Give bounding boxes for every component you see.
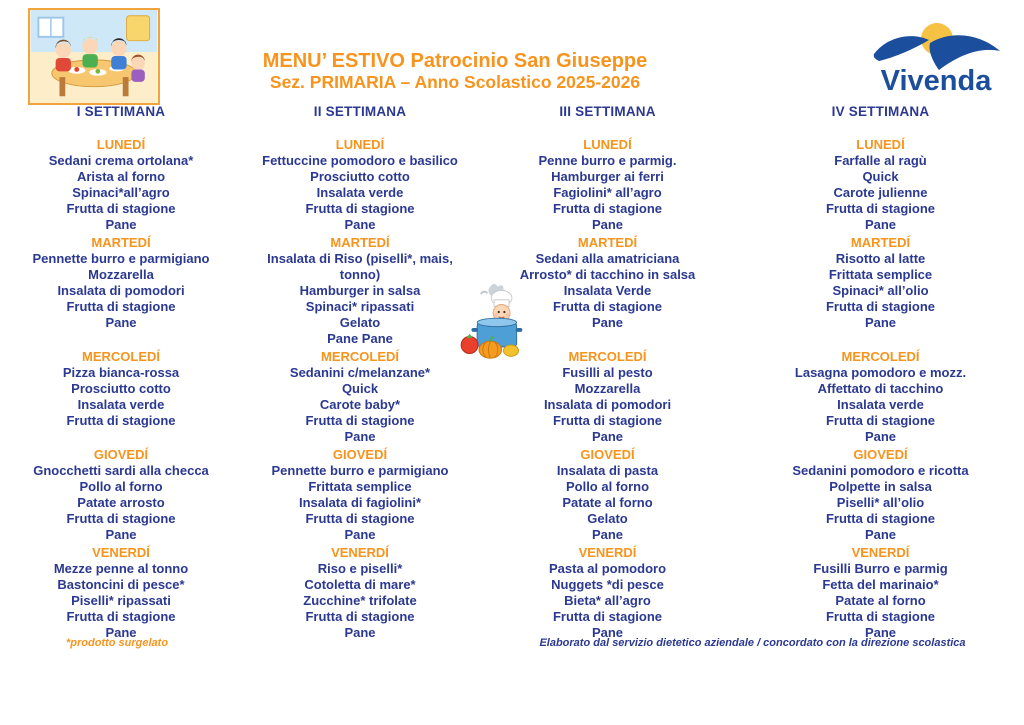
day-section [737,447,1024,543]
menu-item: Frutta di stagione [552,299,663,314]
day-label: LUNEDÍ [335,137,385,152]
day-section [242,235,478,347]
menu-item: Penne burro e parmig. [538,153,677,168]
menu-item: Frutta di stagione [305,609,415,624]
day-section [0,447,242,543]
day-section [737,137,1024,233]
menu-item: Zucchine* trifolate [303,593,417,608]
menu-item: Spinaci*all’agro [72,185,170,200]
menu-item: Pane [591,217,624,232]
week-header: II SETTIMANA [313,104,407,119]
menu-item: Nuggets *di pesce [551,577,664,592]
day-label: VENERDÍ [92,545,150,560]
menu-item: Pane [591,315,624,330]
menu-item: Pollo al forno [565,479,650,494]
menu-item: Pane [344,625,376,640]
menu-item: Pizza bianca-rossa [62,365,180,380]
menu-item: Pane [344,217,376,232]
menu-item: Pasta al pomodoro [548,561,667,576]
day-label: LUNEDÍ [583,137,632,152]
menu-item: Prosciutto cotto [310,169,410,184]
menu-item: Affettato di tacchino [817,381,944,396]
menu-item: Fusilli Burro e parmig [813,561,948,576]
menu-item: Gelato [587,511,628,526]
menu-item: Insalata di pomodori [57,283,185,298]
day-section [478,545,737,641]
menu-item: Frutta di stagione [825,299,936,314]
menu-item: Frutta di stagione [66,201,176,216]
vivenda-logo [866,12,1006,97]
menu-item: Frutta di stagione [66,609,176,624]
menu-item: Pane [344,429,376,444]
day-section [737,545,1024,641]
menu-item: Mezze penne al tonno [53,561,189,576]
menu-item: Frutta di stagione [825,413,936,428]
dietetic-service-footnote: Elaborato dal servizio dietetico aziendale / concordato con la direzione scolastica [539,637,966,649]
day-label: GIOVEDÍ [853,447,908,462]
menu-item: Bieta* all’agro [564,593,651,608]
chef-illustration [452,281,538,361]
day-section [0,137,242,233]
day-section [242,137,478,233]
menu-item: Quick [862,169,899,184]
day-label: LUNEDÍ [856,137,905,152]
menu-item: Insalata verde [77,397,165,412]
menu-item: Arista al forno [76,169,166,184]
menu-item: Patate al forno [835,593,926,608]
day-section [242,349,478,445]
menu-item: Insalata verde [837,397,924,412]
menu-item: Fetta del marinaio* [822,577,939,592]
chef-cooking-drawing [452,281,538,361]
menu-item: Insalata di pasta [556,463,659,478]
menu-item: Risotto al latte [835,251,926,266]
menu-item: Piselli* ripassati [71,593,171,608]
menu-item: Arrosto* di tacchino in salsa [519,267,696,282]
menu-item: Frutta di stagione [552,413,663,428]
menu-item: Insalata verde [316,185,404,200]
day-section [737,349,1024,445]
menu-item: Frutta di stagione [825,511,936,526]
menu-item: Frutta di stagione [552,609,663,624]
menu-grid [0,104,1024,641]
menu-item: Frutta di stagione [825,609,936,624]
menu-item: Pane [344,527,376,542]
menu-item: Prosciutto cotto [71,381,171,396]
menu-item: Bastoncini di pesce* [57,577,185,592]
menu-item: Polpette in salsa [829,479,932,494]
kids-illustration [28,8,160,105]
menu-item: Riso e piselli* [317,561,403,576]
menu-item: Pane [864,315,897,330]
kids-at-table-drawing [30,10,158,103]
day-label: VENERDÍ [578,545,637,560]
menu-item: Patate arrosto [77,495,165,510]
menu-item: Pane [105,217,137,232]
menu-item: Frutta di stagione [66,511,176,526]
logo-wordmark: Vivenda [880,65,992,97]
day-label: MARTEDÍ [91,235,151,250]
menu-item: Fettuccine pomodoro e basilico [262,153,458,168]
day-label: MERCOLEDÍ [568,349,647,364]
menu-item: Pane [864,217,897,232]
menu-item: Lasagna pomodoro e mozz. [794,365,967,380]
menu-item: Frittata semplice [308,479,412,494]
menu-item: Sedanini c/melanzane* [289,365,431,380]
menu-item: Farfalle al ragù [834,153,927,168]
menu-item: Pane Pane [327,331,393,346]
day-section [737,235,1024,347]
menu-item: Hamburger in salsa [299,283,421,298]
menu-item: Cotoletta di mare* [304,577,416,592]
menu-item: Sedani crema ortolana* [48,153,194,168]
day-label: VENERDÍ [851,545,910,560]
day-section [0,545,242,641]
day-section [242,545,478,641]
menu-item: Frutta di stagione [305,511,415,526]
week-header: III SETTIMANA [559,104,656,119]
menu-item: Gelato [339,315,381,330]
frozen-product-footnote: *prodotto surgelato [66,637,169,649]
menu-item: Frutta di stagione [66,413,176,428]
menu-item: Fusilli al pesto [562,365,653,380]
day-label: MARTEDÍ [330,235,390,250]
menu-item: Carote julienne [833,185,928,200]
menu-item: Pane [864,625,897,640]
menu-item: Sedanini pomodoro e ricotta [792,463,969,478]
menu-item: Carote baby* [319,397,401,412]
menu-item: Pennette burro e parmigiano [32,251,210,266]
menu-item: Patate al forno [562,495,653,510]
day-label: VENERDÍ [331,545,389,560]
left-swoosh-icon [874,36,929,61]
menu-item: Pollo al forno [79,479,163,494]
day-label: LUNEDÍ [96,137,146,152]
menu-item: Frittata semplice [828,267,933,282]
menu-item: Frutta di stagione [305,413,415,428]
menu-item: Insalata di fagiolini* [298,495,422,510]
menu-item: Pane [105,625,137,640]
day-label: GIOVEDÍ [580,447,635,462]
vivenda-logo-graphic [866,12,1006,97]
day-section [242,447,478,543]
day-section [0,349,242,445]
title-line-2: Sez. PRIMARIA – Anno Scolastico 2025-2026 [269,72,641,92]
menu-item: Mozzarella [574,381,641,396]
menu-item: Gnocchetti sardi alla checca [33,463,209,478]
menu-item: Fagiolini* all’agro [553,185,662,200]
menu-item: Pane [105,315,137,330]
day-section [0,235,242,347]
menu-item: Spinaci* all’olio [832,283,929,298]
day-label: MARTEDÍ [577,235,638,250]
day-label: MERCOLEDÍ [82,349,160,364]
menu-item: Pane [864,527,897,542]
day-label: MARTEDÍ [850,235,911,250]
page-title [150,50,760,92]
day-label: GIOVEDÍ [93,447,149,462]
menu-item: Piselli* all’olio [836,495,925,510]
menu-item: Pane [105,527,137,542]
title-line-1: MENU’ ESTIVO Patrocinio San Giuseppe [262,50,648,72]
menu-item: Insalata di pomodori [543,397,672,412]
menu-item: Frutta di stagione [66,299,176,314]
menu-item: Insalata Verde [563,283,652,298]
menu-item: Sedani alla amatriciana [535,251,680,266]
menu-item: Frutta di stagione [552,201,663,216]
menu-item: Pane [591,429,624,444]
menu-item: Quick [341,381,379,396]
menu-item: Pane [591,625,624,640]
menu-item: Pane [864,429,897,444]
day-label: MERCOLEDÍ [321,349,399,364]
menu-item: Mozzarella [88,267,154,282]
week-header: IV SETTIMANA [831,104,930,119]
menu-item: Insalata di Riso (piselli*, mais, tonno) [267,251,453,282]
day-section [478,137,737,233]
menu-item: Frutta di stagione [825,201,936,216]
day-section [478,349,737,445]
menu-item: Spinaci* ripassati [305,299,415,314]
menu-item: Pane [591,527,624,542]
menu-item: Hamburger ai ferri [551,169,664,184]
day-label: MERCOLEDÍ [841,349,920,364]
day-section [478,447,737,543]
week-header: I SETTIMANA [76,104,166,119]
menu-item: Pennette burro e parmigiano [271,463,449,478]
day-label: GIOVEDÍ [332,447,388,462]
menu-item: Frutta di stagione [305,201,415,216]
